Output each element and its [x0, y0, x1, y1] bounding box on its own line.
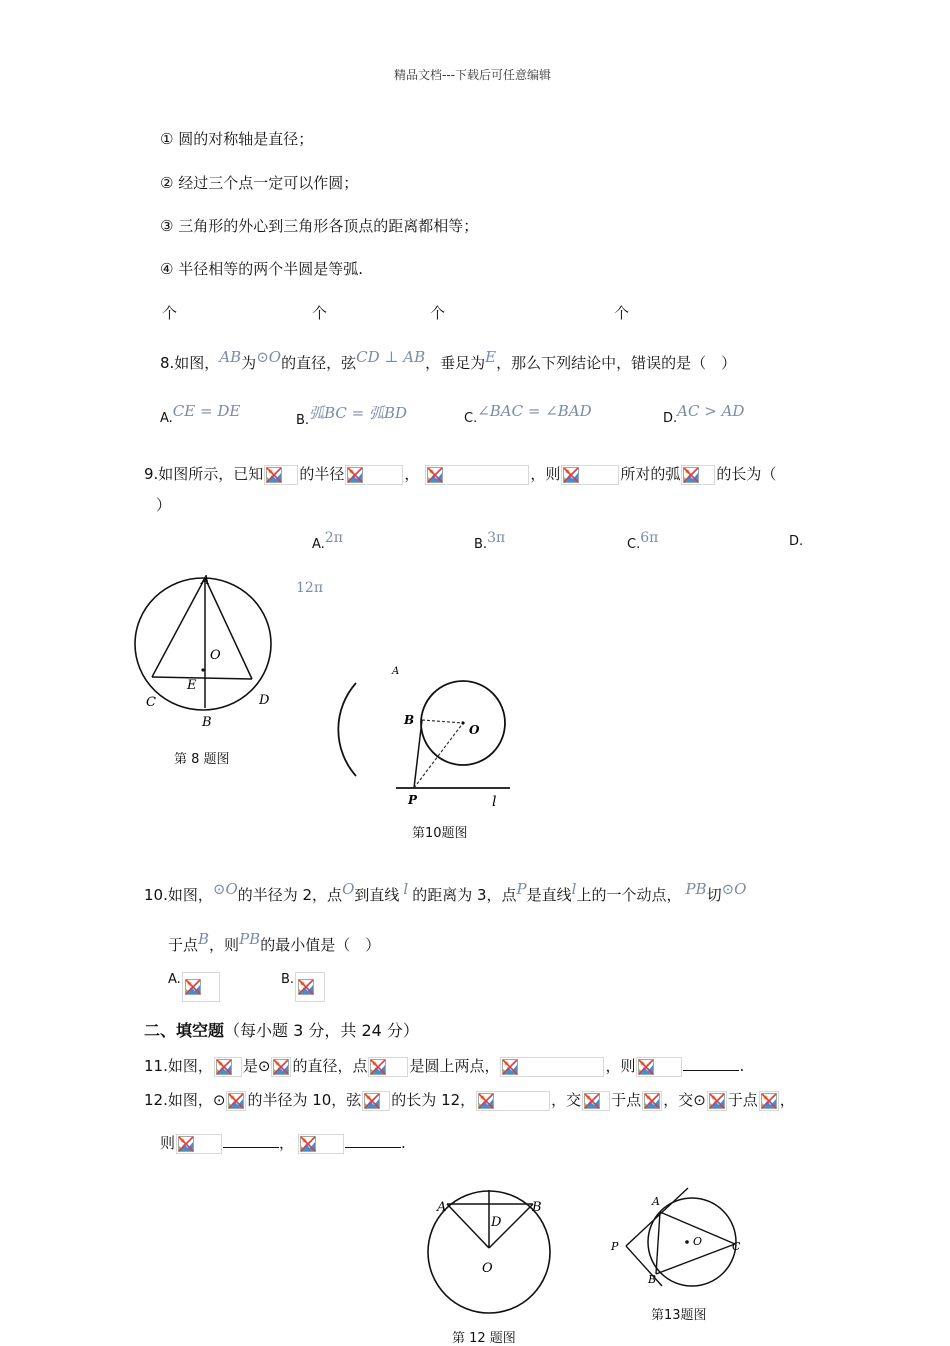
fig13-circle [648, 1198, 736, 1286]
question-12: 12.如图，⊙ 的半径为 10，弦 的长为 12， ，交 于点 ，交⊙ 于点 ， [144, 1091, 795, 1109]
broken-image-icon [347, 467, 363, 483]
missing-image [642, 1091, 662, 1111]
missing-image [182, 972, 220, 1002]
broken-image-icon [427, 467, 443, 483]
missing-image [707, 1091, 727, 1111]
page-header: 精品文档---下载后可任意编辑 [394, 68, 551, 82]
fig10-radius-ob [422, 720, 463, 723]
fig10-label-o: O [469, 723, 480, 737]
figure-8 [128, 568, 288, 738]
statement-1: ① 圆的对称轴是直径； [160, 130, 314, 148]
q9-option-d-value: 12π [296, 580, 324, 596]
q9-option-c[interactable]: C.6π [627, 530, 659, 552]
question-12-line2: 则 ， . [160, 1134, 406, 1152]
option-count-c: 个 [430, 304, 446, 322]
fig10-tangent-pb [414, 720, 422, 788]
fig8-label-b: B [202, 715, 212, 730]
broken-image-icon [364, 1093, 380, 1109]
broken-image-icon [584, 1093, 600, 1109]
fig13-label-b: B [648, 1273, 657, 1286]
fig10-label-b: B [404, 713, 415, 727]
statement-2: ② 经过三个点一定可以作圆； [160, 174, 359, 192]
q8-option-c[interactable]: C.∠BAC = ∠BAD [464, 402, 592, 426]
q8-option-a[interactable]: A.CE = DE [160, 402, 241, 426]
fig8-label-o: O [210, 648, 221, 663]
question-9: 9.如图所示，已知 的半径 ， ，则 所对的弧 的长为（ [144, 465, 777, 483]
fig13-chord-ab [656, 1212, 660, 1274]
q9-close-paren: ） [156, 496, 172, 514]
missing-image [500, 1057, 604, 1077]
missing-image [425, 465, 529, 485]
missing-image [214, 1057, 242, 1077]
figure-12-caption: 第 12 题图 [452, 1331, 516, 1346]
missing-image [298, 1134, 344, 1154]
broken-image-icon [761, 1093, 777, 1109]
question-10-line2: 于点B，则PB的最小值是（ ） [168, 930, 381, 954]
option-count-d: 个 [614, 304, 630, 322]
broken-image-icon [683, 467, 699, 483]
fig13-label-p: P [611, 1240, 619, 1253]
section-2-heading: 二、填空题（每小题 3 分，共 24 分） [144, 1021, 419, 1040]
broken-image-icon [563, 467, 579, 483]
q10-option-a[interactable]: A. [168, 972, 221, 1002]
broken-image-icon [709, 1093, 725, 1109]
broken-image-icon [185, 979, 201, 995]
fig12-label-o: O [482, 1261, 493, 1276]
q8-option-b[interactable]: B.弧BC = 弧BD [296, 404, 407, 428]
fig8-center-dot [201, 668, 204, 671]
missing-image [176, 1134, 222, 1154]
fig10-label-a: A [392, 666, 400, 677]
missing-image [636, 1057, 682, 1077]
broken-image-icon [638, 1059, 654, 1075]
fig10-center-dot [461, 721, 464, 724]
option-count-b: 个 [312, 304, 328, 322]
fig13-label-a: A [652, 1195, 660, 1208]
fig10-arc [338, 683, 356, 776]
answer-blank[interactable] [345, 1133, 401, 1148]
missing-image [226, 1091, 246, 1111]
fig8-circle [135, 578, 271, 710]
broken-image-icon [478, 1093, 494, 1109]
missing-image [362, 1091, 390, 1111]
broken-image-icon [273, 1059, 289, 1075]
q9-option-a[interactable]: A.2π [312, 530, 343, 552]
figure-10-caption: 第10题图 [412, 826, 468, 841]
broken-image-icon [266, 467, 282, 483]
missing-image [561, 465, 619, 485]
fig13-label-o: O [693, 1235, 703, 1248]
broken-image-icon [216, 1059, 232, 1075]
fig8-label-c: C [146, 695, 156, 710]
figure-8-caption: 第 8 题图 [174, 752, 230, 767]
missing-image [582, 1091, 610, 1111]
missing-image [681, 465, 715, 485]
figure-12 [420, 1178, 560, 1320]
q10-option-b[interactable]: B. [281, 972, 326, 1002]
missing-image [476, 1091, 550, 1111]
fig8-chord-cd [152, 677, 252, 679]
broken-image-icon [228, 1093, 244, 1109]
option-count-a: 个 [162, 304, 178, 322]
fig13-chord-bc [656, 1244, 735, 1274]
fig13-center-dot [685, 1240, 689, 1244]
q8-option-d[interactable]: D.AC > AD [663, 402, 745, 426]
fig10-label-p: P [408, 793, 418, 807]
figure-13 [604, 1186, 754, 1296]
broken-image-icon [370, 1059, 386, 1075]
figure-10 [330, 660, 530, 820]
fig12-radius-oa [447, 1204, 489, 1248]
fig8-label-e: E [187, 678, 197, 693]
missing-image [759, 1091, 779, 1111]
question-11: 11.如图， 是⊙ 的直径，点 是圆上两点， ，则 . [144, 1057, 745, 1075]
fig12-label-d: D [491, 1215, 502, 1230]
q9-option-b[interactable]: B.3π [474, 530, 506, 552]
broken-image-icon [300, 1136, 316, 1152]
fig12-label-b: B [532, 1200, 542, 1215]
fig13-label-c: C [732, 1240, 741, 1253]
missing-image [368, 1057, 408, 1077]
question-8: 8.如图，AB为⊙O的直径，弦CD ⊥ AB，垂足为E，那么下列结论中，错误的是（ ） [160, 348, 737, 372]
answer-blank[interactable] [223, 1133, 279, 1148]
fig8-label-a: A [201, 573, 210, 587]
missing-image [271, 1057, 291, 1077]
answer-blank[interactable] [683, 1056, 739, 1071]
q9-option-d-label[interactable]: D. [789, 534, 804, 549]
question-10: 10.如图，⊙O的半径为 2，点O到直线 l 的距离为 3，点P是直线l上的一个动点， PB切⊙O [144, 880, 747, 904]
broken-image-icon [178, 1136, 194, 1152]
statement-4: ④ 半径相等的两个半圆是等弧. [160, 260, 363, 278]
fig10-label-l: l [492, 794, 497, 810]
fig8-label-d: D [259, 693, 270, 708]
missing-image [295, 972, 325, 1002]
fig12-label-a: A [437, 1200, 447, 1215]
broken-image-icon [644, 1093, 660, 1109]
missing-image [345, 465, 403, 485]
figure-13-caption: 第13题图 [651, 1308, 707, 1323]
statement-3: ③ 三角形的外心到三角形各顶点的距离都相等； [160, 217, 479, 235]
broken-image-icon [502, 1059, 518, 1075]
missing-image [264, 465, 298, 485]
fig8-chord-ad [205, 578, 252, 679]
broken-image-icon [298, 979, 314, 995]
